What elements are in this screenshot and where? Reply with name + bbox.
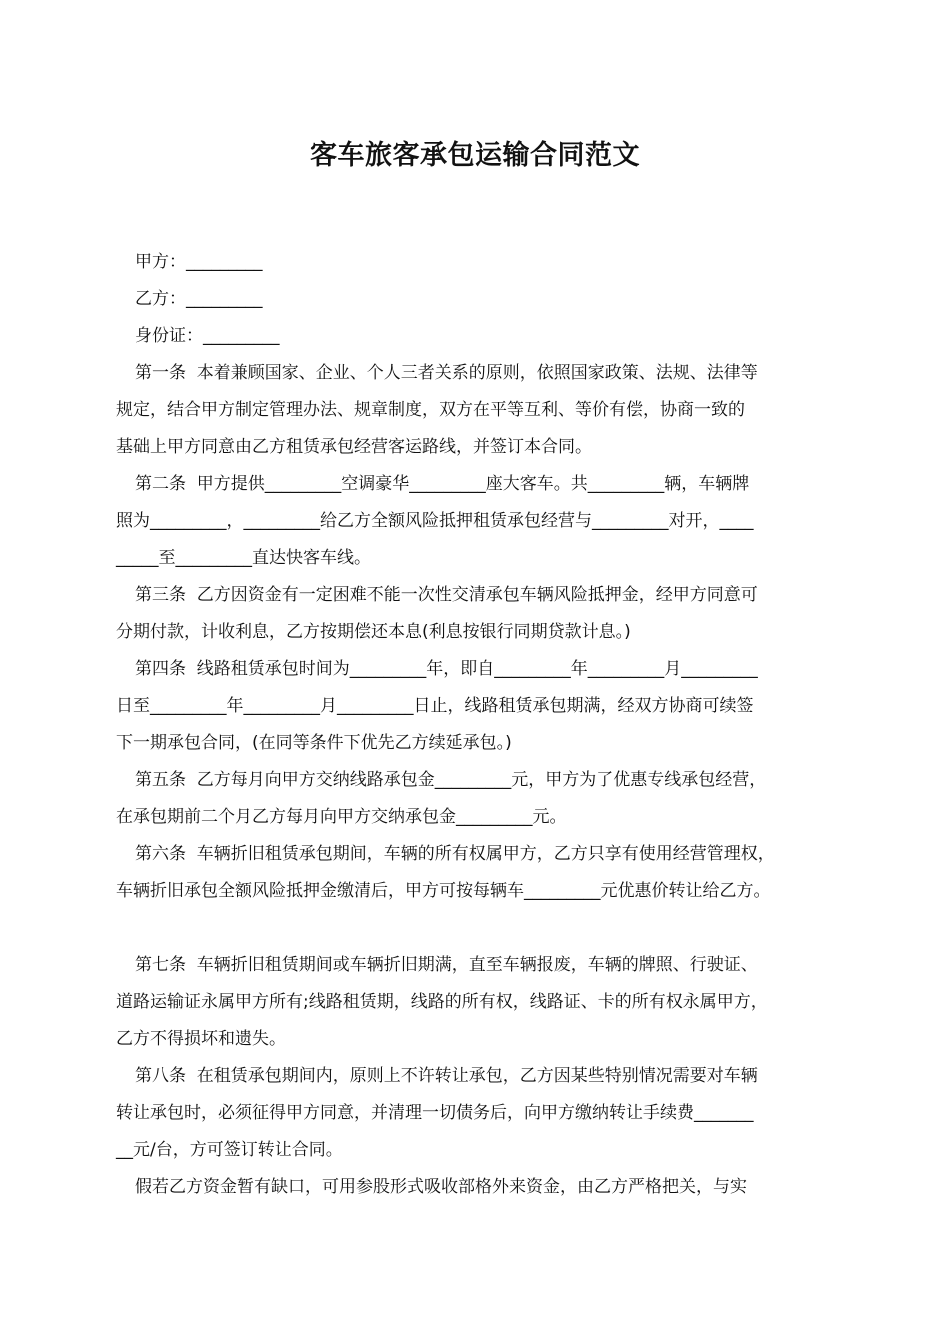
party-b-line: 乙方：_________ <box>135 289 263 309</box>
paragraph-after-line-1: 假若乙方资金暂有缺口，可用参股形式吸收部格外来资金，由乙方严格把关，与实 <box>135 1177 747 1197</box>
article-4-line-1: 第四条 线路租赁承包时间为_________年，即自_________年_________月_________ <box>135 659 758 679</box>
document-body <box>116 244 846 1206</box>
article-1 <box>116 355 846 466</box>
article-8-line-2: 转让承包时，必须征得甲方同意，并清理一切债务后，向甲方缴纳转让手续费_______ <box>116 1103 754 1123</box>
id-card-line: 身份证：_________ <box>135 326 280 346</box>
article-1-line-3: 基础上甲方同意由乙方租赁承包经营客运路线，并签订本合同。 <box>116 437 592 457</box>
article-3-line-1: 第三条 乙方因资金有一定困难不能一次性交清承包车辆风险抵押金，经甲方同意可 <box>135 585 758 605</box>
article-7-line-1: 第七条 车辆折旧租赁期间或车辆折旧期满，直至车辆报废，车辆的牌照、行驶证、 <box>135 955 758 975</box>
article-5 <box>116 762 846 836</box>
document-title: 客车旅客承包运输合同范文 <box>310 140 640 171</box>
article-8-line-3: __元/台，方可签订转让合同。 <box>116 1140 343 1160</box>
article-3-line-2: 分期付款，计收利息，乙方按期偿还本息(利息按银行同期贷款计息。) <box>116 622 631 642</box>
article-7 <box>116 947 846 1058</box>
article-7-line-2: 道路运输证永属甲方所有;线路租赁期，线路的所有权，线路证、卡的所有权永属甲方， <box>116 992 768 1012</box>
article-3 <box>116 577 846 651</box>
paragraph-gap <box>116 910 846 947</box>
article-5-line-1: 第五条 乙方每月向甲方交纳线路承包金_________元，甲方为了优惠专线承包经营， <box>135 770 767 790</box>
article-6-line-2: 车辆折旧承包全额风险抵押金缴清后，甲方可按每辆车_________元优惠价转让给乙方。 <box>116 881 771 901</box>
article-4-line-3: 下一期承包合同，(在同等条件下优先乙方续延承包。) <box>116 733 512 753</box>
article-8 <box>116 1058 846 1169</box>
article-2 <box>116 466 846 577</box>
article-2-line-3: _____至_________直达快客车线。 <box>116 548 371 568</box>
party-a-line: 甲方：_________ <box>135 252 263 272</box>
article-5-line-2: 在承包期前二个月乙方每月向甲方交纳承包金_________元。 <box>116 807 567 827</box>
article-4 <box>116 651 846 762</box>
article-1-line-1: 第一条 本着兼顾国家、企业、个人三者关系的原则，依照国家政策、法规、法律等 <box>135 363 758 383</box>
article-6 <box>116 836 846 910</box>
article-4-line-2: 日至_________年_________月_________日止，线路租赁承包期满，经双方协商可续签 <box>116 696 754 716</box>
article-2-line-1: 第二条 甲方提供_________空调豪华_________座大客车。共_________辆，车辆牌 <box>135 474 750 494</box>
article-2-line-2: 照为_________，_________给乙方全额风险抵押租赁承包经营与_________对开，____ <box>116 511 754 531</box>
article-1-line-2: 规定，结合甲方制定管理办法、规章制度，双方在平等互利、等价有偿，协商一致的 <box>116 400 745 420</box>
article-6-line-1: 第六条 车辆折旧租赁承包期间，车辆的所有权属甲方，乙方只享有使用经营管理权， <box>135 844 775 864</box>
article-7-line-3: 乙方不得损坏和遗失。 <box>116 1029 286 1049</box>
paragraph-after-article-8 <box>116 1169 846 1206</box>
article-8-line-1: 第八条 在租赁承包期间内，原则上不许转让承包，乙方因某些特别情况需要对车辆 <box>135 1066 758 1086</box>
